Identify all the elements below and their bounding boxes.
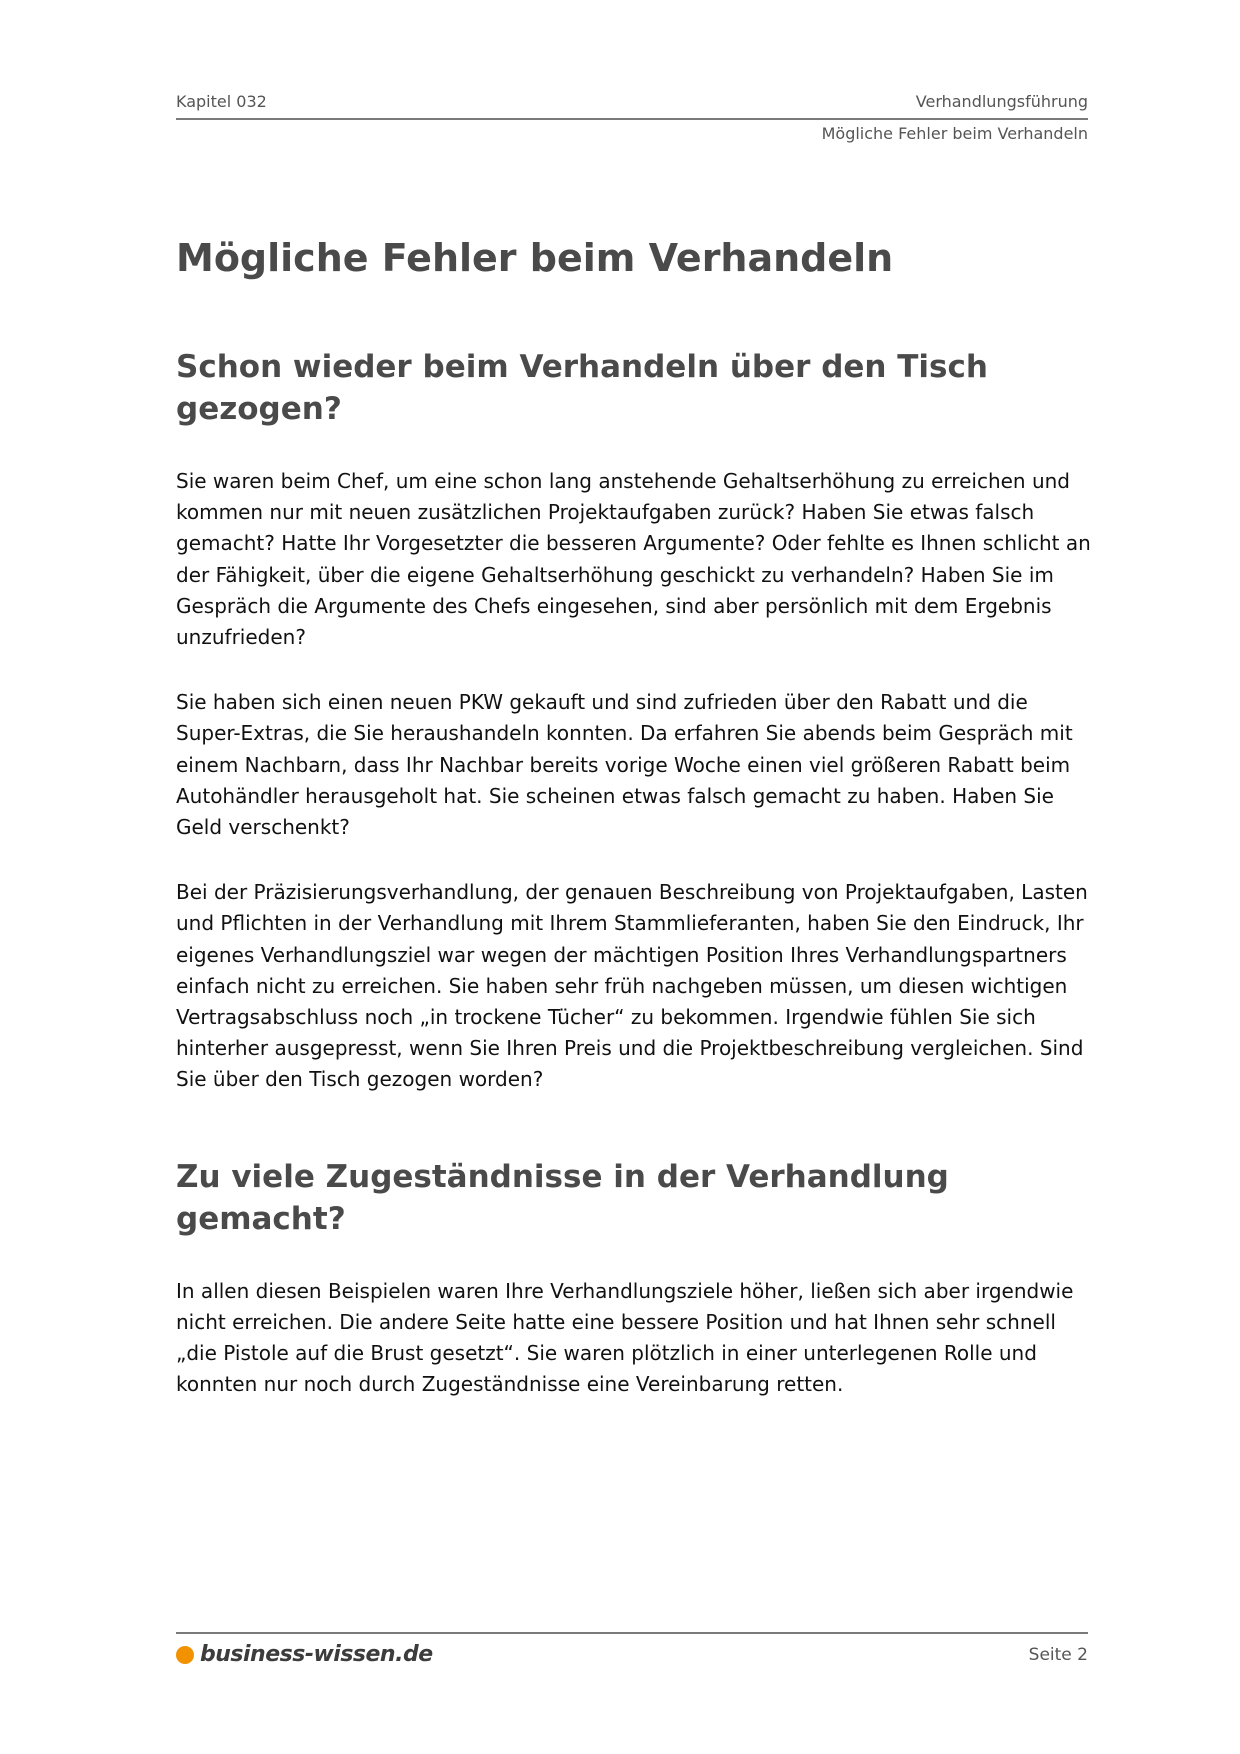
footer-divider [176, 1632, 1088, 1634]
body-paragraph: Bei der Präzisierungsverhandlung, der genauen Beschreibung von Projektaufgaben, Lasten und Pflichten in der Verhandlung mit Ihrem Stammlieferanten, haben Sie den Eindruck, Ihr eigenes Verhandlungsziel war wegen der mächtigen Position Ihres Verhandlungspartners einfach nicht zu erreichen. Sie haben sehr früh nachgeben müssen, um diesen wichtigen Vertragsabschluss noch „in trockene Tücher“ zu bekommen. Irgendwie fühlen Sie sich hinterher ausgepresst, wenn Sie Ihren Preis und die Projektbeschreibung vergleichen. Sind Sie über den Tisch gezogen worden? [176, 880, 1088, 1092]
page-header [176, 92, 1088, 143]
subsection-label: Mögliche Fehler beim Verhandeln [821, 124, 1088, 143]
body-paragraph: Sie haben sich einen neuen PKW gekauft und sind zufrieden über den Rabatt und die Super-Extras, die Sie heraushandeln konnten. Da erfahren Sie abends beim Gespräch mit einem Nachbarn, dass Ihr Nachbar bereits vorige Woche einen viel größeren Rabatt beim Autohändler herausgeholt hat. Sie scheinen etwas falsch gemacht zu haben. Haben Sie Geld verschenkt? [176, 690, 1073, 840]
page-title: Mögliche Fehler beim Verhandeln [176, 236, 894, 280]
orange-dot-icon [176, 1646, 194, 1664]
section-label: Verhandlungsführung [915, 92, 1088, 111]
body-paragraph: In allen diesen Beispielen waren Ihre Verhandlungsziele höher, ließen sich aber irgendwie nicht erreichen. Die andere Seite hatte eine bessere Position und hat Ihnen sehr schnell „die Pistole auf die Brust gesetzt“. Sie waren plötzlich in einer unterlegenen Rolle und konnten nur noch durch Zugeständnisse eine Vereinbarung retten. [176, 1278, 1074, 1397]
section-heading: Zu viele Zugeständnisse in der Verhandlung gemacht? [176, 1158, 949, 1237]
footer-row [176, 1642, 1088, 1667]
header-row [176, 92, 1088, 114]
site-logo [176, 1642, 433, 1667]
header-divider [176, 118, 1088, 120]
page-footer [176, 1632, 1088, 1667]
section-heading: Schon wieder beim Verhandeln über den Tisch gezogen? [176, 349, 988, 427]
body-paragraph: Sie waren beim Chef, um eine schon lang anstehende Gehaltserhöhung zu erreichen und kommen nur mit neuen zusätzlichen Projektaufgaben zurück? Haben Sie etwas falsch gemacht? Hatte Ihr Vorgesetzter die besseren Argumente? Oder fehlte es Ihnen schlicht an der Fähigkeit, über die eigene Gehaltserhöhung geschickt zu verhandeln? Haben Sie im Gespräch die Argumente des Chefs eingesehen, sind aber persönlich mit dem Ergebnis unzufrieden? [176, 469, 1091, 650]
chapter-label: Kapitel 032 [176, 92, 267, 111]
logo-text: business-wissen.de [200, 1642, 433, 1667]
document-body [176, 232, 1092, 1400]
page-number: Seite 2 [1028, 1644, 1088, 1665]
